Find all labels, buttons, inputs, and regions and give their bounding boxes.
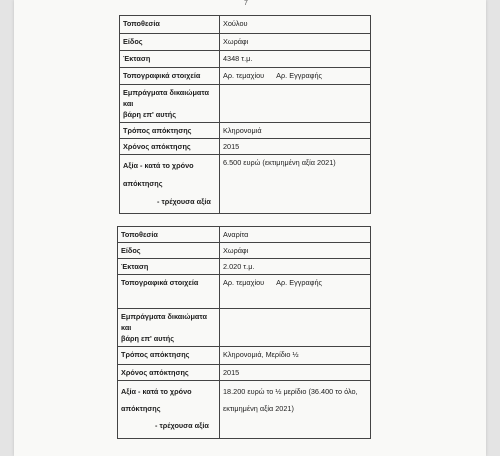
area-value: 2.020 τ.μ.	[220, 259, 371, 275]
table-row	[120, 51, 371, 68]
table-row	[120, 68, 371, 85]
type-label: Είδος	[118, 243, 220, 259]
value-value-line-2: εκτιμημένη αξία 2021)	[223, 404, 294, 413]
value-value: 6.500 ευρώ (εκτιμημένη αξία 2021)	[220, 155, 371, 214]
value-value-line-1: 18.200 ευρώ το ½ μερίδιο (36.400 το όλο,	[223, 387, 358, 396]
topo-value	[220, 68, 371, 85]
rights-value	[220, 85, 371, 123]
topo-parcel: Αρ. τεμαχίου	[223, 278, 265, 287]
year-label: Χρόνος απόκτησης	[120, 139, 220, 155]
method-label: Τρόπος απόκτησης	[118, 347, 220, 365]
table-row	[118, 347, 371, 365]
table-row	[120, 85, 371, 123]
type-value: Χωράφι	[220, 243, 371, 259]
location-label: Τοποθεσία	[120, 16, 220, 34]
table-row	[118, 309, 371, 347]
year-label: Χρόνος απόκτησης	[118, 365, 220, 381]
value-label-line-1: Αξία - κατά το χρόνο	[123, 161, 194, 170]
value-label-line-3: - τρέχουσα αξία	[157, 197, 211, 206]
method-label: Τρόπος απόκτησης	[120, 123, 220, 139]
table-row	[118, 243, 371, 259]
table-row	[120, 155, 371, 214]
table-row	[118, 275, 371, 309]
rights-label-line-1: Εμπράγματα δικαιώματα και	[123, 88, 209, 108]
rights-value	[220, 309, 371, 347]
type-label: Είδος	[120, 34, 220, 51]
value-label	[120, 155, 220, 214]
table-row	[118, 381, 371, 439]
method-value: Κληρονομιά, Μερίδιο ½	[220, 347, 371, 365]
rights-label	[118, 309, 220, 347]
year-value: 2015	[220, 139, 371, 155]
area-label: Έκταση	[120, 51, 220, 68]
rights-label-line-1: Εμπράγματα δικαιώματα και	[121, 312, 207, 332]
table-row	[120, 139, 371, 155]
property-table-1	[119, 15, 371, 214]
topo-registration: Αρ. Εγγραφής	[276, 278, 323, 287]
value-label-line-3: - τρέχουσα αξία	[155, 421, 209, 430]
value-value	[220, 381, 371, 439]
table-row	[118, 365, 371, 381]
topo-label: Τοπογραφικά στοιχεία	[118, 275, 220, 309]
table-row	[120, 123, 371, 139]
table-row	[120, 34, 371, 51]
rights-label-line-2: βάρη επ' αυτής	[123, 110, 176, 119]
topo-parcel: Αρ. τεμαχίου	[223, 71, 265, 80]
value-label-line-2: απόκτησης	[121, 404, 161, 413]
area-value: 4348 τ.μ.	[220, 51, 371, 68]
table-row	[118, 259, 371, 275]
value-label-line-1: Αξία - κατά το χρόνο	[121, 387, 192, 396]
table-row	[120, 16, 371, 34]
value-label-line-2: απόκτησης	[123, 179, 163, 188]
location-value: Αναρίτα	[220, 227, 371, 243]
document-page	[14, 0, 486, 456]
area-label: Έκταση	[118, 259, 220, 275]
topo-registration: Αρ. Εγγραφής	[276, 71, 323, 80]
page-number: 7	[244, 0, 248, 7]
rights-label	[120, 85, 220, 123]
topo-label: Τοπογραφικά στοιχεία	[120, 68, 220, 85]
rights-label-line-2: βάρη επ' αυτής	[121, 334, 174, 343]
type-value: Χωράφι	[220, 34, 371, 51]
property-table-2	[117, 226, 371, 439]
location-value: Χούλου	[220, 16, 371, 34]
location-label: Τοποθεσία	[118, 227, 220, 243]
topo-value	[220, 275, 371, 309]
year-value: 2015	[220, 365, 371, 381]
method-value: Κληρονομιά	[220, 123, 371, 139]
value-label	[118, 381, 220, 439]
table-row	[118, 227, 371, 243]
